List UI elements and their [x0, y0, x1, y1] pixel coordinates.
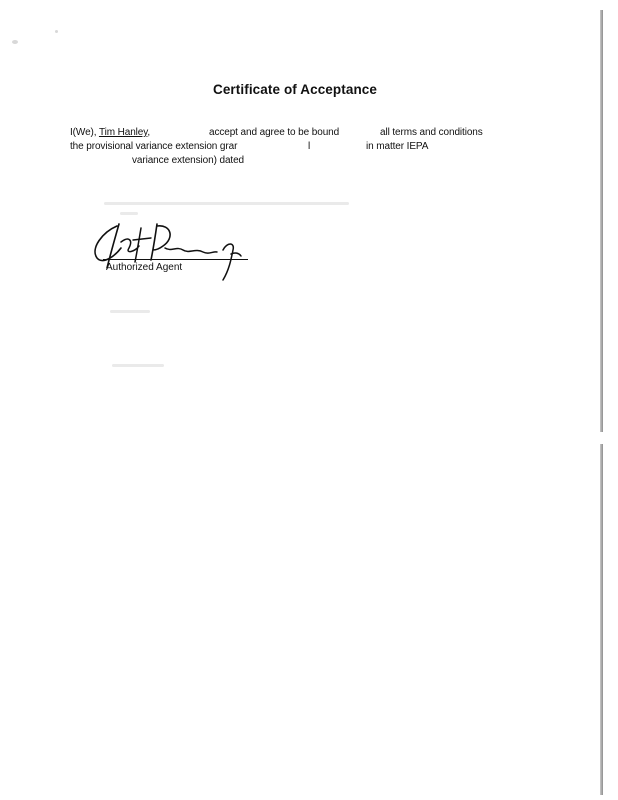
- faded-text-remnant: [120, 212, 138, 215]
- body-line-2: [70, 141, 237, 152]
- body-line-2-end: [366, 141, 428, 152]
- body-line-2-middle: [308, 141, 310, 152]
- faded-text-remnant: [104, 202, 349, 205]
- body-line-1-end: [380, 127, 483, 138]
- signature-line: [103, 259, 248, 260]
- body-line-3: [132, 155, 244, 166]
- line1-prefix: I(We),: [70, 127, 99, 138]
- line1-text-a: accept and agree to be bound: [209, 127, 340, 138]
- handwritten-signature: [85, 218, 255, 288]
- line2-text-a: the provisional variance extension grar: [70, 141, 238, 152]
- title-text: Certificate of Acceptance: [212, 82, 378, 97]
- agent-name: Tim Hanley: [98, 127, 148, 138]
- line3-text-a: variance extension) dated: [132, 155, 245, 166]
- line1-comma: ,: [147, 127, 151, 138]
- scan-speck: [55, 30, 58, 33]
- scan-edge-shadow: [600, 10, 603, 795]
- signature-label: Authorized Agent: [106, 262, 183, 273]
- faded-text-remnant: [112, 364, 164, 367]
- body-line-1-middle: [209, 127, 339, 138]
- line1-text-b: all terms and conditions: [380, 127, 483, 138]
- line2-text-b: l: [308, 141, 311, 152]
- scan-edge-gap: [599, 432, 604, 444]
- page-title: [0, 82, 590, 97]
- body-line-1: [70, 127, 150, 138]
- faded-text-remnant: [110, 310, 150, 313]
- line2-text-c: in matter IEPA: [366, 141, 429, 152]
- scan-speck: [12, 40, 18, 44]
